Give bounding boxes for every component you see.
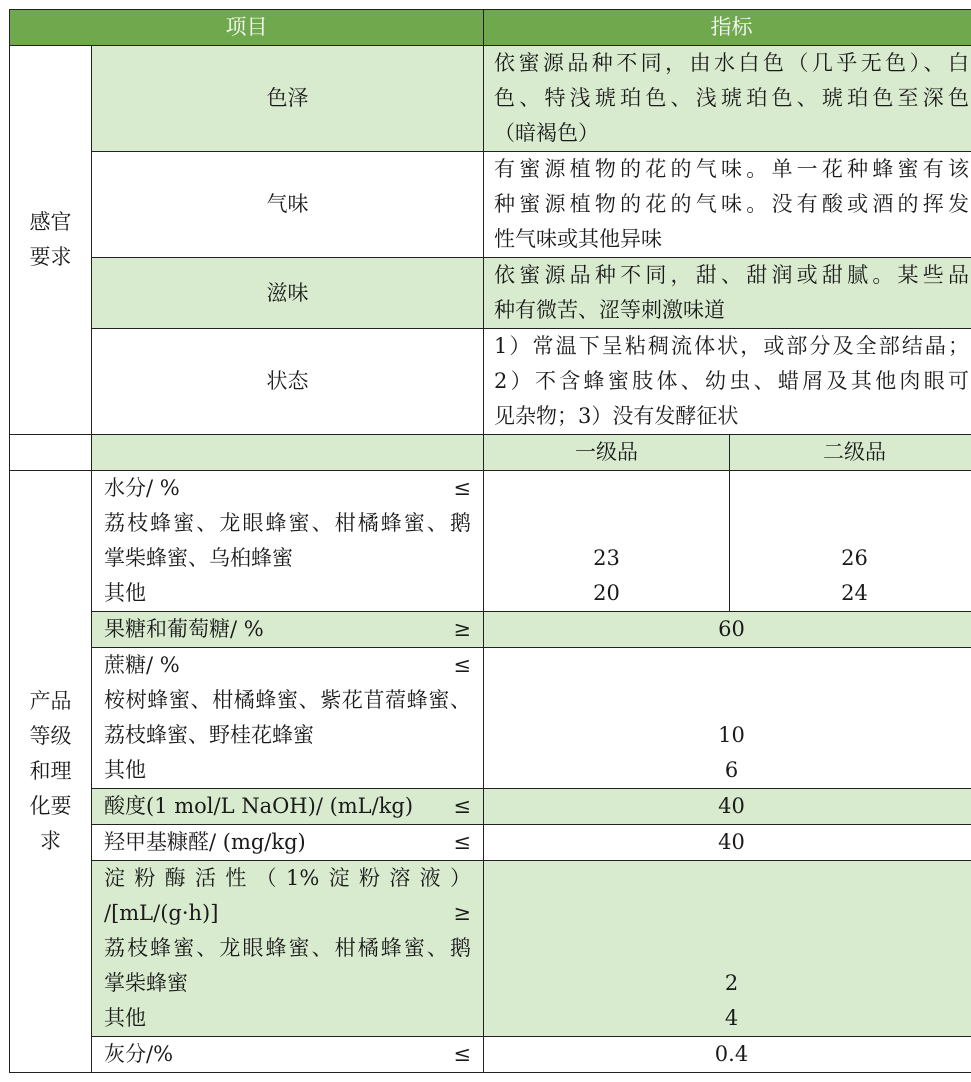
item-ash <box>92 1037 484 1073</box>
item-amylase <box>92 861 484 1037</box>
moisture-second-values <box>730 471 971 612</box>
desc-state <box>484 329 971 435</box>
fructose-title: 果糖和葡萄糖/ % <box>104 617 264 641</box>
moisture-first-value: 23 <box>593 546 620 570</box>
category-physchem-line: 求 <box>40 829 61 853</box>
amylase-line: 荔枝蜂蜜、龙眼蜂蜜、柑橘蜂蜜、鹅 <box>104 936 471 960</box>
hmf-title-line <box>104 825 471 860</box>
sucrose-line: 桉树蜂蜜、柑橘蜂蜜、紫花苜蓿蜂蜜、 <box>104 688 471 712</box>
desc-color <box>484 46 971 152</box>
desc-line: 种有微苦、涩等刺激味道 <box>494 298 725 322</box>
spacer <box>484 648 971 683</box>
grade-second: 二级品 <box>730 435 971 471</box>
item-odor: 气味 <box>92 152 484 258</box>
ash-symbol: ≤ <box>453 1042 471 1066</box>
acidity-symbol: ≤ <box>453 794 471 818</box>
row-ash <box>10 1037 971 1073</box>
amylase-symbol: ≥ <box>453 901 471 925</box>
spacer <box>484 896 971 931</box>
amylase-unit-line <box>104 896 471 931</box>
hmf-title: 羟甲基糠醛/ (mg/kg) <box>104 830 306 854</box>
hmf-value: 40 <box>484 825 971 861</box>
sucrose-line: 其他 <box>104 758 146 782</box>
spacer <box>484 506 729 541</box>
honey-standard-table-wrapper <box>9 9 971 1073</box>
honey-standard-table <box>9 9 971 1073</box>
fructose-title-line <box>104 612 471 647</box>
desc-line: 2）不含蜂蜜肢体、幼虫、蜡屑及其他肉眼可 <box>494 369 969 393</box>
desc-line: 有蜜源植物的花的气味。单一花种蜂蜜有该 <box>494 157 969 181</box>
desc-line: 见杂物；3）没有发酵征状 <box>494 404 739 428</box>
amylase-line: 掌柴蜂蜜 <box>104 971 188 995</box>
acidity-value: 40 <box>484 789 971 825</box>
category-sensory-line2: 要求 <box>29 245 72 269</box>
moisture-symbol: ≤ <box>453 476 471 500</box>
spacer <box>730 506 971 541</box>
item-state: 状态 <box>92 329 484 435</box>
sucrose-value: 6 <box>724 758 739 782</box>
row-acidity <box>10 789 971 825</box>
category-sensory <box>10 46 92 435</box>
category-physchem <box>10 471 92 1073</box>
moisture-second-value: 24 <box>841 581 868 605</box>
header-row <box>10 10 971 46</box>
amylase-value: 4 <box>724 1006 739 1030</box>
hmf-symbol: ≤ <box>453 830 471 854</box>
amylase-value: 2 <box>724 971 739 995</box>
row-color <box>10 46 971 152</box>
acidity-title-line <box>104 789 471 824</box>
item-hmf <box>92 825 484 861</box>
sucrose-symbol: ≤ <box>453 653 471 677</box>
category-sensory-line1: 感官 <box>29 210 72 234</box>
desc-odor <box>484 152 971 258</box>
acidity-title: 酸度(1 mol/L NaOH)/ (mL/kg) <box>104 794 414 818</box>
row-moisture <box>10 471 971 612</box>
amylase-unit: /[mL/(g·h)] <box>104 901 219 925</box>
desc-taste <box>484 258 971 329</box>
spacer <box>484 931 971 966</box>
sucrose-values <box>484 648 971 789</box>
spacer <box>484 861 971 896</box>
ash-title: 灰分/% <box>104 1042 174 1066</box>
moisture-line: 其他 <box>104 581 146 605</box>
row-amylase <box>10 861 971 1037</box>
header-item: 项目 <box>10 10 484 46</box>
fructose-value: 60 <box>484 612 971 648</box>
sucrose-value: 10 <box>718 723 745 747</box>
item-sucrose <box>92 648 484 789</box>
grade-first: 一级品 <box>484 435 730 471</box>
item-acidity <box>92 789 484 825</box>
desc-line: 依蜜源品种不同，甜、甜润或甜腻。某些品 <box>494 263 969 287</box>
moisture-first-value: 20 <box>593 581 620 605</box>
desc-line: 色、特浅琥珀色、浅琥珀色、琥珀色至深色 <box>494 86 969 110</box>
item-taste: 滋味 <box>92 258 484 329</box>
moisture-second-value: 26 <box>841 546 868 570</box>
grade-header-empty <box>92 435 484 471</box>
desc-line: 性气味或其他异味 <box>494 227 662 251</box>
grade-header-blank <box>10 435 92 471</box>
spacer <box>484 683 971 718</box>
moisture-line: 荔枝蜂蜜、龙眼蜂蜜、柑橘蜂蜜、鹅 <box>104 511 471 535</box>
sucrose-line: 荔枝蜂蜜、野桂花蜂蜜 <box>104 723 314 747</box>
desc-line: 依蜜源品种不同，由水白色（几乎无色）、白 <box>494 51 969 75</box>
desc-line: 1）常温下呈粘稠流体状，或部分及全部结晶； <box>494 334 969 358</box>
item-moisture <box>92 471 484 612</box>
category-physchem-line: 化要 <box>29 794 72 818</box>
category-physchem-line: 产品 <box>29 689 72 713</box>
row-taste <box>10 258 971 329</box>
moisture-first-values <box>484 471 730 612</box>
spacer <box>484 471 729 506</box>
sucrose-title: 蔗糖/ % <box>104 653 180 677</box>
amylase-title: 淀粉酶活性（1%淀粉溶液） <box>104 866 471 890</box>
category-physchem-line: 等级 <box>29 724 72 748</box>
moisture-title: 水分/ % <box>104 476 180 500</box>
ash-title-line <box>104 1037 471 1072</box>
spacer <box>730 471 971 506</box>
category-physchem-line: 和理 <box>29 759 72 783</box>
row-fructose <box>10 612 971 648</box>
moisture-line: 掌柴蜂蜜、乌桕蜂蜜 <box>104 546 293 570</box>
item-color: 色泽 <box>92 46 484 152</box>
row-grade-header <box>10 435 971 471</box>
ash-value: 0.4 <box>484 1037 971 1073</box>
sucrose-title-line <box>104 648 471 683</box>
amylase-values <box>484 861 971 1037</box>
amylase-line: 其他 <box>104 1006 146 1030</box>
item-fructose <box>92 612 484 648</box>
row-hmf <box>10 825 971 861</box>
header-indicator: 指标 <box>484 10 971 46</box>
fructose-symbol: ≥ <box>453 617 471 641</box>
row-state <box>10 329 971 435</box>
moisture-title-line <box>104 471 471 506</box>
desc-line: 种蜜源植物的花的气味。没有酸或酒的挥发 <box>494 192 969 216</box>
desc-line: （暗褐色） <box>494 121 599 145</box>
row-odor <box>10 152 971 258</box>
row-sucrose <box>10 648 971 789</box>
